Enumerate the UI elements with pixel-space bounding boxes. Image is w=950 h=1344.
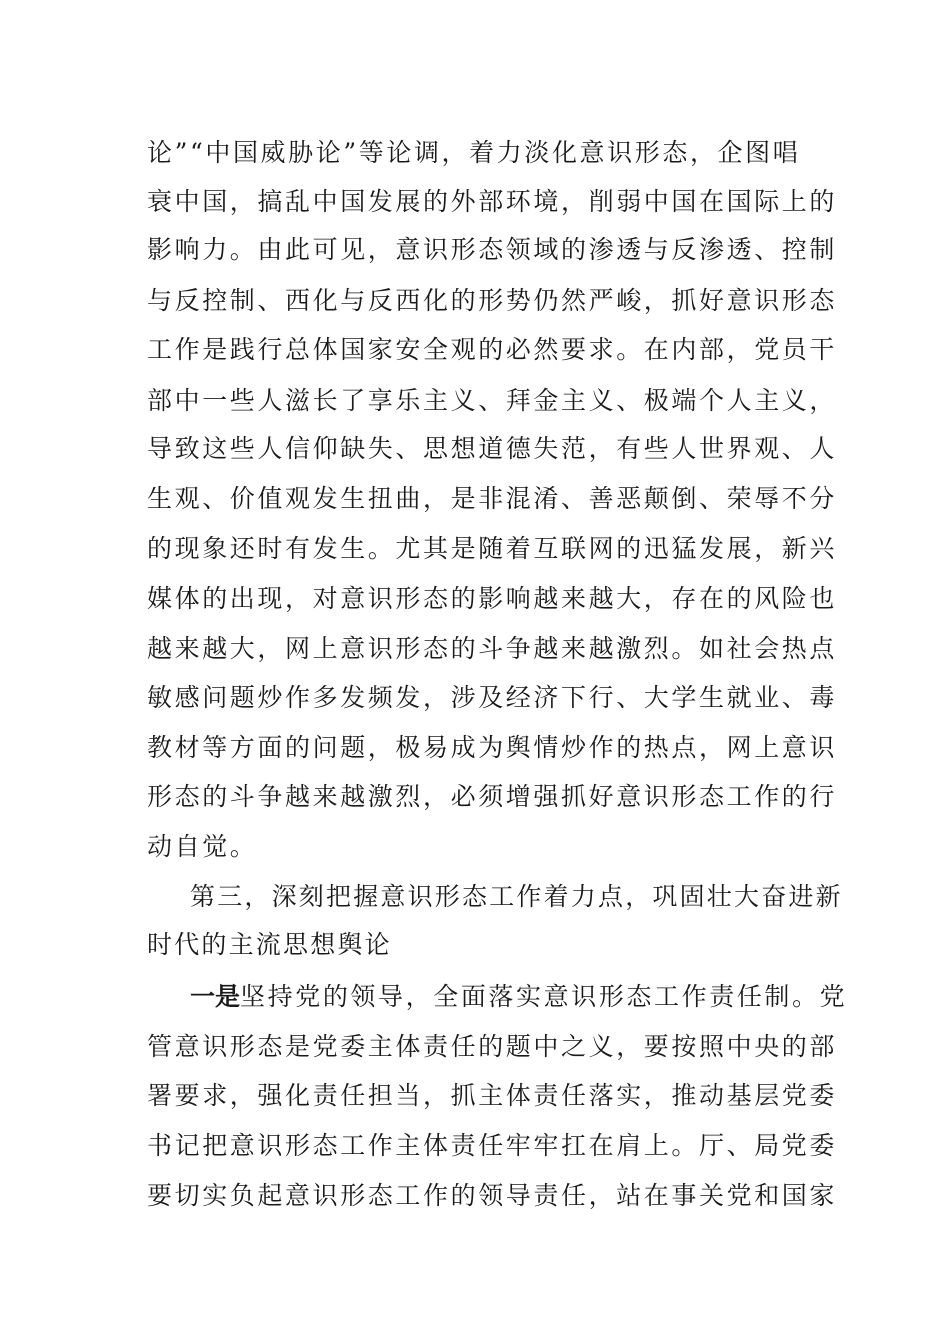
- text-line: 部中一些人滋长了享乐主义、拜金主义、极端个人主义，: [147, 386, 838, 415]
- text-line: 工作是践行总体国家安全观的必然要求。在内部，党员干: [147, 335, 838, 364]
- text-line: 敏感问题炒作多发频发，涉及经济下行、大学生就业、毒: [147, 683, 838, 712]
- text-line: 管意识形态是党委主体责任的题中之义，要按照中央的部: [147, 1032, 838, 1061]
- section-heading-continued: 时代的主流思想舆论: [147, 930, 392, 959]
- text-line: 影响力。由此可见，意识形态领域的渗透与反渗透、控制: [147, 235, 838, 264]
- text-line: 导致这些人信仰缺失、思想道德失范，有些人世界观、人: [147, 434, 838, 463]
- text-line: 署要求，强化责任担当，抓主体责任落实，推动基层党委: [147, 1081, 838, 1110]
- text-line: 论”“中国威胁论”等论调，着力淡化意识形态，企图唱: [147, 138, 801, 167]
- text-line: 书记把意识形态工作主体责任牢牢扛在肩上。厅、局党委: [147, 1131, 838, 1160]
- paragraph-first-line: [190, 980, 848, 1014]
- text-line: 生观、价值观发生扭曲，是非混淆、善恶颠倒、荣辱不分: [147, 484, 838, 513]
- text-line: 与反控制、西化与反西化的形势仍然严峻，抓好意识形态: [147, 286, 838, 315]
- text-line: 越来越大，网上意识形态的斗争越来越激烈。如社会热点: [147, 634, 838, 663]
- section-heading: 第三，深刻把握意识形态工作着力点，巩固壮大奋进新: [190, 882, 843, 911]
- text-line: 形态的斗争越来越激烈，必须增强抓好意识形态工作的行: [147, 782, 838, 811]
- paragraph-first-line-rest: 坚持党的领导，全面落实意识形态工作责任制。党: [240, 982, 848, 1011]
- text-line: 媒体的出现，对意识形态的影响越来越大，存在的风险也: [147, 584, 838, 613]
- text-line: 的现象还时有发生。尤其是随着互联网的迅猛发展，新兴: [147, 534, 838, 563]
- text-line: 衰中国，搞乱中国发展的外部环境，削弱中国在国际上的: [147, 187, 838, 216]
- text-line: 要切实负起意识形态工作的领导责任，站在事关党和国家: [147, 1181, 838, 1210]
- text-line: 动自觉。: [147, 832, 258, 861]
- lead-bold-text: 一是: [190, 982, 241, 1011]
- text-line: 教材等方面的问题，极易成为舆情炒作的热点，网上意识: [147, 733, 838, 762]
